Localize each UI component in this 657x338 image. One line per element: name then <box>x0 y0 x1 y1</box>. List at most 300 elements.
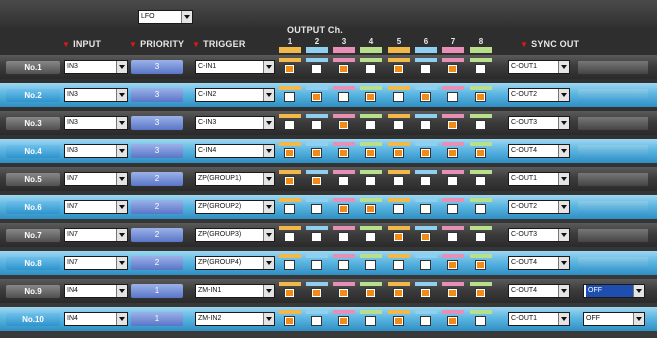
input-select[interactable] <box>64 200 128 214</box>
channel-color-bar <box>415 226 437 230</box>
output-channel-cell <box>306 170 328 188</box>
sync-out-select[interactable] <box>508 172 570 186</box>
input-select-value: IN7 <box>67 231 78 238</box>
output-checkbox-checked[interactable] <box>420 232 431 242</box>
input-select-value: IN3 <box>67 91 78 98</box>
channel-color-bar <box>279 310 301 314</box>
row-label-button[interactable]: No.4 <box>6 145 60 158</box>
output-checkbox-checked[interactable] <box>393 232 404 242</box>
routing-row <box>0 279 657 303</box>
sync-out-2-select[interactable] <box>583 284 645 298</box>
output-checkbox[interactable] <box>420 64 431 74</box>
routing-row <box>0 55 657 79</box>
row-label-button[interactable]: No.8 <box>6 257 60 270</box>
output-channel-cell <box>415 254 437 272</box>
trigger-select[interactable] <box>195 88 275 102</box>
output-checkbox[interactable] <box>284 120 295 130</box>
output-channel-cell <box>279 58 301 76</box>
channel-color-bar <box>279 170 301 174</box>
output-checkbox[interactable] <box>284 92 295 102</box>
input-select[interactable] <box>64 144 128 158</box>
output-channel-cell <box>388 86 410 104</box>
channel-color-bar <box>360 198 382 202</box>
output-channel-cell <box>442 86 464 104</box>
chevron-down-icon <box>558 173 569 185</box>
output-checkbox[interactable] <box>420 120 431 130</box>
output-checkbox-checked[interactable] <box>284 316 295 326</box>
chevron-down-icon <box>263 229 274 241</box>
output-channel-cell <box>470 198 492 216</box>
sync-out-select-value: C-OUT3 <box>511 119 538 126</box>
channel-color-bar <box>360 170 382 174</box>
output-checkbox[interactable] <box>420 260 431 270</box>
input-select-value: IN4 <box>67 315 78 322</box>
output-checkbox-checked[interactable] <box>365 92 376 102</box>
chevron-down-icon <box>116 257 127 269</box>
output-checkbox[interactable] <box>393 204 404 214</box>
channel-color-bar <box>470 114 492 118</box>
channel-color-bar <box>470 282 492 286</box>
trigger-select-value: ZM-IN1 <box>198 287 222 294</box>
trigger-header <box>192 39 246 49</box>
channel-color-bar <box>442 226 464 230</box>
channel-color-bar <box>388 310 410 314</box>
priority-button[interactable]: 3 <box>131 116 183 130</box>
row-label-button[interactable]: No.5 <box>6 173 60 186</box>
trigger-header-label: TRIGGER <box>203 39 246 49</box>
output-checkbox[interactable] <box>393 120 404 130</box>
sync-out-select[interactable] <box>508 284 570 298</box>
channel-color-bar <box>360 58 382 62</box>
channel-color-bar <box>360 282 382 286</box>
row-end-bar <box>578 145 648 158</box>
trigger-select[interactable] <box>195 312 275 326</box>
chevron-down-icon <box>263 117 274 129</box>
channel-color-bar <box>470 254 492 258</box>
channel-color-bar <box>442 114 464 118</box>
channel-color-bar <box>388 282 410 286</box>
chevron-down-icon <box>116 201 127 213</box>
trigger-select[interactable] <box>195 172 275 186</box>
channel-color-bar <box>415 198 437 202</box>
output-channel-cell <box>279 282 301 300</box>
channel-color-strip <box>279 47 301 53</box>
output-checkbox-checked[interactable] <box>365 148 376 158</box>
output-checkbox-checked[interactable] <box>311 92 322 102</box>
output-checkbox[interactable] <box>284 232 295 242</box>
output-channel-cell <box>360 310 382 328</box>
chevron-down-icon <box>633 285 644 297</box>
channel-color-bar <box>306 170 328 174</box>
row-label-button[interactable]: No.10 <box>6 313 60 326</box>
routing-row <box>0 83 657 107</box>
channel-color-bar <box>388 142 410 146</box>
sync-out-select[interactable] <box>508 228 570 242</box>
trigger-select-value: ZP(GROUP2) <box>198 203 242 210</box>
priority-button[interactable]: 2 <box>131 256 183 270</box>
row-label-button[interactable]: No.7 <box>6 229 60 242</box>
chevron-down-icon <box>263 61 274 73</box>
output-checkbox[interactable] <box>365 316 376 326</box>
channel-color-bar <box>442 310 464 314</box>
output-checkbox[interactable] <box>475 120 486 130</box>
output-channel-cell <box>388 282 410 300</box>
chevron-down-icon <box>116 313 127 325</box>
sync-out-select[interactable] <box>508 144 570 158</box>
row-label-button[interactable]: No.6 <box>6 201 60 214</box>
output-checkbox[interactable] <box>393 92 404 102</box>
channel-color-bar <box>360 254 382 258</box>
output-checkbox-checked[interactable] <box>447 260 458 270</box>
output-checkbox-checked[interactable] <box>420 92 431 102</box>
channel-color-bar <box>388 114 410 118</box>
priority-button[interactable]: 3 <box>131 144 183 158</box>
chevron-down-icon <box>116 229 127 241</box>
chevron-down-icon <box>633 313 644 325</box>
channel-color-bar <box>279 142 301 146</box>
channel-number-3: 3 <box>341 37 347 46</box>
priority-button[interactable]: 2 <box>131 228 183 242</box>
channel-color-bar <box>333 114 355 118</box>
channel-color-bar <box>333 170 355 174</box>
output-checkbox-checked[interactable] <box>393 148 404 158</box>
output-checkbox[interactable] <box>311 260 322 270</box>
channel-color-bar <box>360 86 382 90</box>
output-checkbox-checked[interactable] <box>311 288 322 298</box>
output-channel-cell <box>279 254 301 272</box>
chevron-down-icon <box>263 201 274 213</box>
output-channel-cell <box>442 254 464 272</box>
row-label-button[interactable]: No.1 <box>6 61 60 74</box>
trigger-select[interactable] <box>195 256 275 270</box>
output-channel-cell <box>415 226 437 244</box>
output-channel-cell <box>388 114 410 132</box>
chevron-down-icon <box>116 173 127 185</box>
output-channel-cell <box>306 254 328 272</box>
sync-out-select[interactable] <box>508 312 570 326</box>
priority-button[interactable]: 3 <box>131 88 183 102</box>
sync-out-header <box>520 39 579 49</box>
trigger-select[interactable] <box>195 228 275 242</box>
channel-number-8: 8 <box>478 37 484 46</box>
row-label-button[interactable]: No.2 <box>6 89 60 102</box>
output-checkbox[interactable] <box>365 120 376 130</box>
output-checkbox-checked[interactable] <box>284 148 295 158</box>
output-checkbox[interactable] <box>311 204 322 214</box>
input-select[interactable] <box>64 88 128 102</box>
output-checkbox-checked[interactable] <box>447 316 458 326</box>
output-checkbox-checked[interactable] <box>475 92 486 102</box>
output-channel-cell <box>442 226 464 244</box>
sync-out-2-select[interactable] <box>583 312 645 326</box>
priority-header-label: PRIORITY <box>140 39 185 49</box>
output-checkbox-checked[interactable] <box>393 316 404 326</box>
routing-row <box>0 223 657 247</box>
output-channel-cell <box>442 198 464 216</box>
input-select-value: IN7 <box>67 259 78 266</box>
output-channel-cell <box>279 310 301 328</box>
output-checkbox-checked[interactable] <box>284 64 295 74</box>
output-checkbox-checked[interactable] <box>284 176 295 186</box>
channel-color-bar <box>415 170 437 174</box>
output-channel-cell <box>442 114 464 132</box>
channel-color-strip <box>333 47 355 53</box>
channel-color-bar <box>442 170 464 174</box>
channel-color-bar <box>306 254 328 258</box>
output-checkbox[interactable] <box>338 176 349 186</box>
output-channel-cell <box>333 142 355 160</box>
chevron-down-icon <box>116 285 127 297</box>
output-channel-cell <box>470 58 492 76</box>
routing-row <box>0 307 657 331</box>
input-select[interactable] <box>64 256 128 270</box>
output-channel-cell <box>388 170 410 188</box>
input-select-value: IN4 <box>67 287 78 294</box>
input-select[interactable] <box>64 228 128 242</box>
output-checkbox[interactable] <box>475 204 486 214</box>
sync-out-select-value: C-OUT4 <box>511 147 538 154</box>
output-checkbox[interactable] <box>365 64 376 74</box>
priority-button[interactable]: 3 <box>131 60 183 74</box>
sync-out-select-value: C-OUT1 <box>511 315 538 322</box>
channel-color-bar <box>470 58 492 62</box>
output-channel-cell <box>306 86 328 104</box>
output-channel-cell <box>360 226 382 244</box>
input-header <box>62 39 101 49</box>
channel-color-bar <box>415 282 437 286</box>
output-checkbox-checked[interactable] <box>338 64 349 74</box>
output-channel-cell <box>306 226 328 244</box>
output-channel-cell <box>333 58 355 76</box>
output-checkbox-checked[interactable] <box>338 288 349 298</box>
output-channel-cell <box>470 254 492 272</box>
output-checkbox-checked[interactable] <box>338 148 349 158</box>
output-checkbox[interactable] <box>365 176 376 186</box>
output-checkbox[interactable] <box>311 316 322 326</box>
output-checkbox-checked[interactable] <box>420 148 431 158</box>
output-checkbox-checked[interactable] <box>338 120 349 130</box>
sync-out-select-value: C-OUT4 <box>511 287 538 294</box>
channel-color-bar <box>388 58 410 62</box>
input-select-value: IN3 <box>67 147 78 154</box>
input-header-label: INPUT <box>73 39 102 49</box>
output-checkbox-checked[interactable] <box>447 288 458 298</box>
output-channel-cell <box>415 114 437 132</box>
row-label-button[interactable]: No.3 <box>6 117 60 130</box>
channel-color-bar <box>333 198 355 202</box>
chevron-down-icon <box>558 145 569 157</box>
output-channel-cell <box>333 86 355 104</box>
routing-row <box>0 195 657 219</box>
output-checkbox[interactable] <box>447 92 458 102</box>
trigger-select-value: ZP(GROUP4) <box>198 259 242 266</box>
output-channel-cell <box>442 170 464 188</box>
chevron-down-icon <box>116 145 127 157</box>
chevron-down-icon <box>263 257 274 269</box>
output-checkbox-checked[interactable] <box>475 260 486 270</box>
output-channel-cell <box>333 226 355 244</box>
channel-color-bar <box>442 142 464 146</box>
output-checkbox[interactable] <box>393 176 404 186</box>
output-checkbox-checked[interactable] <box>338 204 349 214</box>
priority-button[interactable]: 2 <box>131 172 183 186</box>
output-checkbox-checked[interactable] <box>284 288 295 298</box>
trigger-select[interactable] <box>195 200 275 214</box>
mode-select[interactable] <box>138 10 193 24</box>
output-checkbox-checked[interactable] <box>393 64 404 74</box>
chevron-down-icon <box>558 61 569 73</box>
output-channel-cell <box>333 170 355 188</box>
trigger-select[interactable] <box>195 144 275 158</box>
output-channel-cell <box>415 282 437 300</box>
output-checkbox[interactable] <box>447 232 458 242</box>
sync-out-select-value: C-OUT1 <box>511 175 538 182</box>
output-checkbox[interactable] <box>420 176 431 186</box>
sync-out-select[interactable] <box>508 88 570 102</box>
input-select[interactable] <box>64 284 128 298</box>
output-checkbox-checked[interactable] <box>447 64 458 74</box>
channel-color-bar <box>360 114 382 118</box>
output-checkbox[interactable] <box>420 316 431 326</box>
trigger-select-value: ZP(GROUP1) <box>198 175 242 182</box>
channel-color-bar <box>415 142 437 146</box>
trigger-select-value: C-IN2 <box>198 91 217 98</box>
input-select[interactable] <box>64 312 128 326</box>
output-channel-cell <box>388 310 410 328</box>
channel-color-bar <box>470 86 492 90</box>
channel-color-bar <box>442 58 464 62</box>
channel-number-1: 1 <box>287 37 293 46</box>
channel-color-bar <box>388 86 410 90</box>
priority-button[interactable]: 2 <box>131 200 183 214</box>
input-select-value: IN3 <box>67 119 78 126</box>
output-checkbox[interactable] <box>475 176 486 186</box>
output-checkbox-checked[interactable] <box>447 148 458 158</box>
sync-out-select-value: C-OUT4 <box>511 259 538 266</box>
sync-out-select-value: C-OUT2 <box>511 203 538 210</box>
channel-color-bar <box>415 310 437 314</box>
output-checkbox-checked[interactable] <box>365 204 376 214</box>
sync-out-2-select-value: OFF <box>586 285 635 297</box>
sort-arrow-icon: ▼ <box>192 40 201 49</box>
output-checkbox-checked[interactable] <box>475 148 486 158</box>
output-checkbox-checked[interactable] <box>475 288 486 298</box>
output-checkbox-checked[interactable] <box>338 316 349 326</box>
routing-row <box>0 251 657 275</box>
sync-out-select-value: C-OUT1 <box>511 63 538 70</box>
channel-color-bar <box>306 142 328 146</box>
output-checkbox[interactable] <box>365 260 376 270</box>
chevron-down-icon <box>558 313 569 325</box>
channel-color-bar <box>279 58 301 62</box>
output-checkbox-checked[interactable] <box>365 288 376 298</box>
channel-color-bar <box>470 142 492 146</box>
sync-out-select[interactable] <box>508 200 570 214</box>
input-select[interactable] <box>64 60 128 74</box>
output-checkbox[interactable] <box>338 92 349 102</box>
output-channel-cell <box>333 198 355 216</box>
output-checkbox[interactable] <box>447 204 458 214</box>
trigger-select[interactable] <box>195 116 275 130</box>
output-channel-cell <box>442 282 464 300</box>
channel-color-bar <box>442 86 464 90</box>
chevron-down-icon <box>116 61 127 73</box>
output-channel-cell <box>415 58 437 76</box>
output-checkbox[interactable] <box>475 316 486 326</box>
channel-color-bar <box>442 198 464 202</box>
output-checkbox-checked[interactable] <box>447 120 458 130</box>
trigger-select-value: C-IN4 <box>198 147 217 154</box>
chevron-down-icon <box>558 201 569 213</box>
sync-out-select[interactable] <box>508 60 570 74</box>
output-checkbox[interactable] <box>447 176 458 186</box>
channel-color-bar <box>388 198 410 202</box>
output-channel-cell <box>470 142 492 160</box>
channel-color-bar <box>306 58 328 62</box>
channel-number-7: 7 <box>450 37 456 46</box>
channel-color-bar <box>470 198 492 202</box>
output-channel-cell <box>470 226 492 244</box>
sync-out-select[interactable] <box>508 256 570 270</box>
sort-arrow-icon: ▼ <box>520 40 529 49</box>
output-checkbox[interactable] <box>284 260 295 270</box>
input-select[interactable] <box>64 116 128 130</box>
input-select[interactable] <box>64 172 128 186</box>
priority-button[interactable]: 1 <box>131 284 183 298</box>
output-channel-cell <box>279 142 301 160</box>
output-checkbox-checked[interactable] <box>420 288 431 298</box>
output-checkbox[interactable] <box>338 232 349 242</box>
trigger-select[interactable] <box>195 284 275 298</box>
sync-out-header-label: SYNC OUT <box>531 39 580 49</box>
output-checkbox[interactable] <box>311 64 322 74</box>
output-checkbox[interactable] <box>365 232 376 242</box>
output-channel-cell <box>360 114 382 132</box>
sync-out-select[interactable] <box>508 116 570 130</box>
output-checkbox[interactable] <box>284 204 295 214</box>
output-channel-cell <box>360 58 382 76</box>
channel-color-bar <box>333 254 355 258</box>
channel-number-4: 4 <box>368 37 374 46</box>
output-channel-cell <box>306 142 328 160</box>
output-checkbox[interactable] <box>338 260 349 270</box>
output-checkbox[interactable] <box>311 232 322 242</box>
output-channel-cell <box>306 198 328 216</box>
output-checkbox-checked[interactable] <box>311 176 322 186</box>
channel-color-bar <box>388 170 410 174</box>
chevron-down-icon <box>263 89 274 101</box>
channel-color-bar <box>279 198 301 202</box>
trigger-select[interactable] <box>195 60 275 74</box>
output-checkbox[interactable] <box>475 232 486 242</box>
output-checkbox[interactable] <box>420 204 431 214</box>
output-checkbox-checked[interactable] <box>311 148 322 158</box>
channel-color-bar <box>360 226 382 230</box>
row-end-bar <box>578 61 648 74</box>
routing-row <box>0 167 657 191</box>
output-checkbox-checked[interactable] <box>393 288 404 298</box>
row-end-bar <box>578 201 648 214</box>
output-checkbox[interactable] <box>475 64 486 74</box>
input-select-value: IN3 <box>67 63 78 70</box>
chevron-down-icon <box>558 285 569 297</box>
output-checkbox[interactable] <box>393 260 404 270</box>
output-channel-cell <box>388 226 410 244</box>
priority-button[interactable]: 1 <box>131 312 183 326</box>
output-checkbox[interactable] <box>311 120 322 130</box>
channel-color-bar <box>442 254 464 258</box>
row-label-button[interactable]: No.9 <box>6 285 60 298</box>
